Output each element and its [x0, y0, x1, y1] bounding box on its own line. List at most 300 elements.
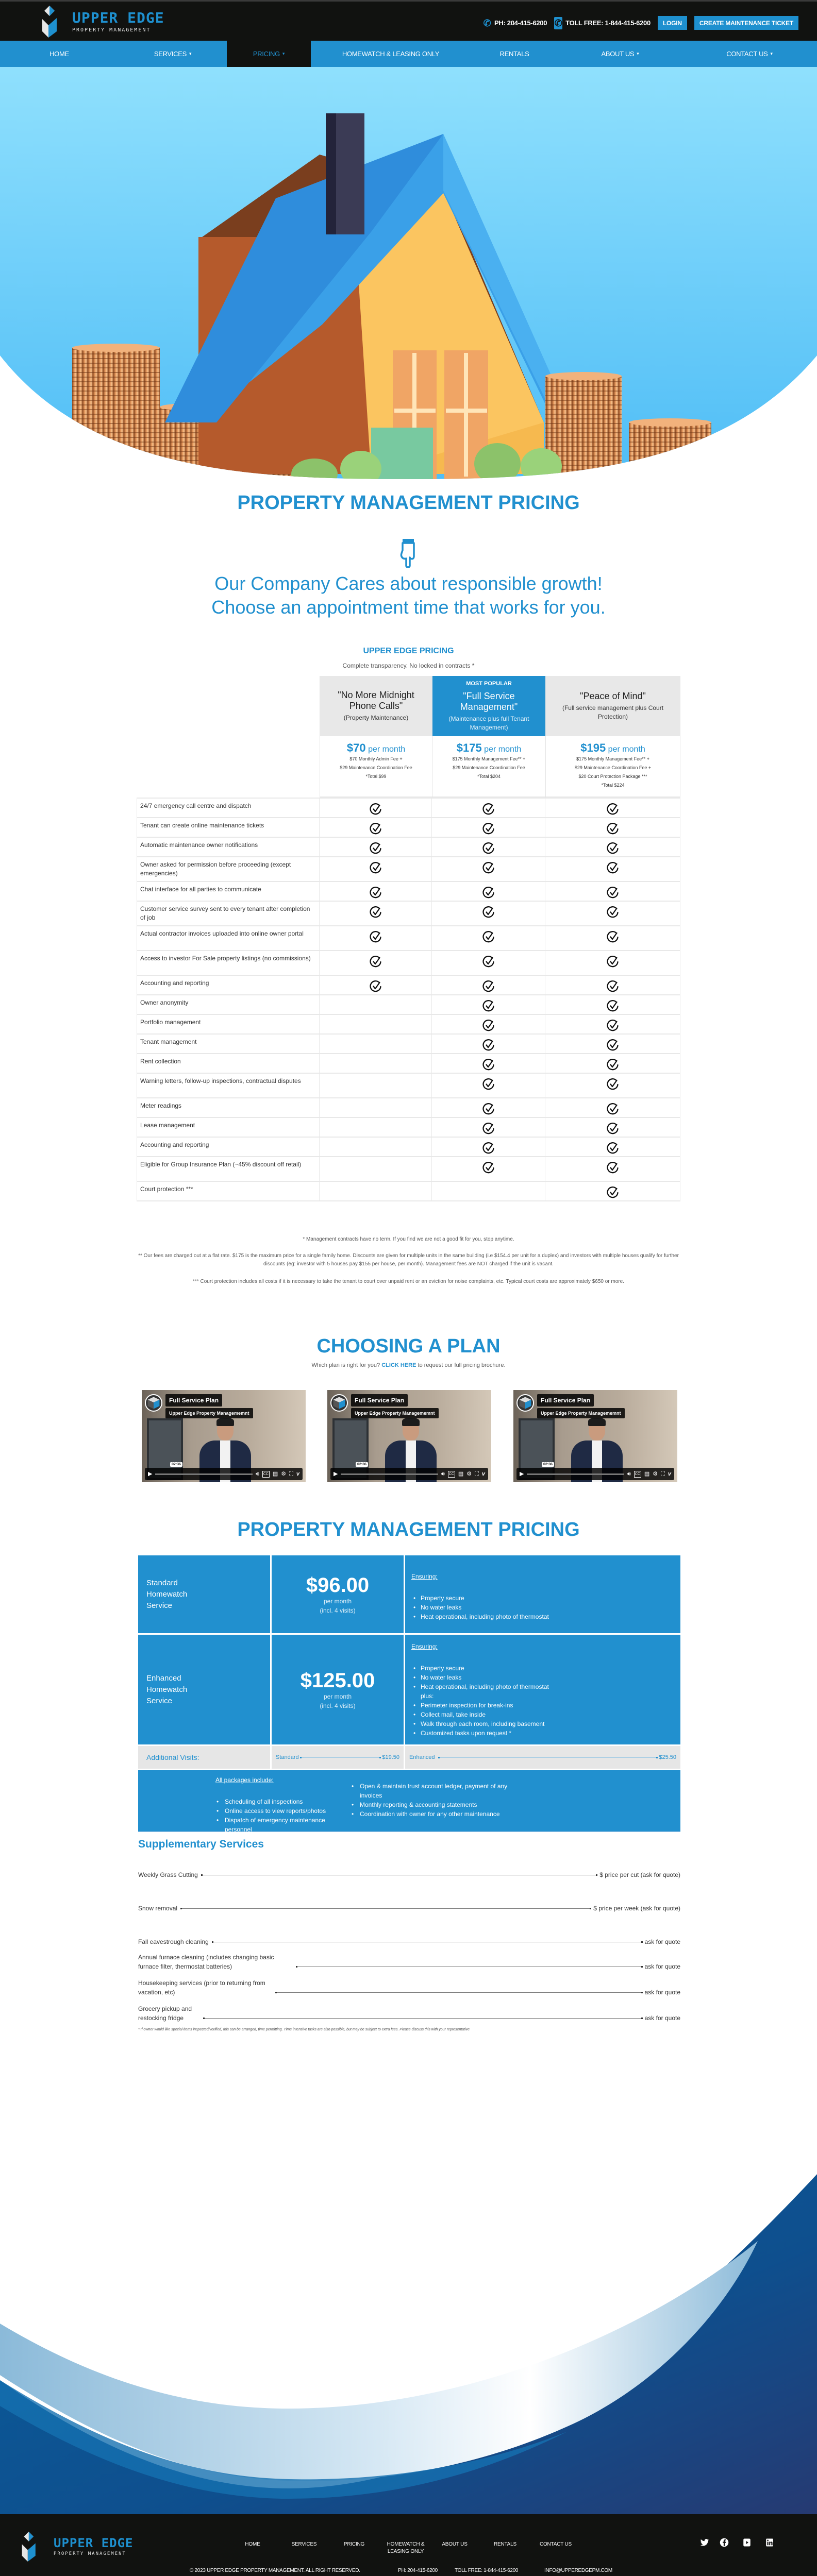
feature-label: Access to investor For Sale property listings (no commissions) — [137, 951, 320, 975]
feature-cell — [545, 1098, 680, 1117]
check-circle-icon — [607, 1122, 619, 1136]
feature-label: Customer service survey sent to every tenant after completion of job — [137, 902, 320, 925]
phone-icon: ✆ — [483, 18, 491, 28]
feature-label: Lease management — [137, 1118, 320, 1137]
footer-nav-pricing[interactable]: PRICING — [343, 2541, 365, 2547]
create-ticket-button[interactable]: CREATE MAINTENANCE TICKET — [694, 16, 798, 30]
nav-rentals[interactable] — [471, 41, 558, 67]
choosing-text-after: to request our full pricing brochure. — [418, 1362, 506, 1368]
standard-label: Standard — [276, 1754, 299, 1760]
feature-label: Chat interface for all parties to communicate — [137, 882, 320, 901]
video-player[interactable] — [142, 1390, 306, 1482]
feature-row — [137, 902, 680, 926]
feature-label: Owner anonymity — [137, 995, 320, 1014]
plan-name-line: Enhanced — [146, 1673, 181, 1683]
feature-row — [137, 1054, 680, 1074]
check-circle-icon — [482, 1142, 495, 1155]
check-circle-icon — [607, 1039, 619, 1052]
package-item: • Dispatch of emergency maintenance personnel — [215, 1816, 351, 1834]
check-circle-icon — [607, 803, 619, 816]
intro-line-1: Our Company Cares about responsible growth! — [214, 573, 603, 594]
check-circle-icon — [482, 1058, 495, 1072]
footnote-1: * Management contracts have no term. If you find we are not a good fit for you, stop anytime. — [303, 1236, 514, 1242]
feature-cell — [432, 1074, 545, 1097]
additional-enhanced — [405, 1746, 680, 1769]
plan-fee-line: $29 Maintenance Coordination Fee — [340, 765, 412, 770]
plan-fee-line: $175 Monthly Management Fee** + — [452, 756, 526, 761]
feature-label: Automatic maintenance owner notifications — [137, 838, 320, 856]
feature-cell — [545, 976, 680, 994]
choosing-text-before: Which plan is right for you? — [311, 1362, 380, 1368]
nav-contact-label: CONTACT US — [726, 50, 768, 58]
plan-fee-line: $29 Maintenance Coordination Fee + — [574, 765, 652, 770]
pricing-subtitle: Complete transparency. No locked in contracts * — [342, 662, 475, 669]
feature-cell — [320, 1054, 432, 1073]
ensuring-item: • Collect mail, take inside — [411, 1710, 680, 1719]
video-title: Full Service Plan — [351, 1394, 408, 1406]
logo-tagline: PROPERTY MANAGEMENT — [54, 2551, 126, 2556]
feature-label: Accounting and reporting — [137, 1138, 320, 1156]
nav-pricing[interactable] — [227, 41, 311, 67]
supplementary-price: ask for quote — [644, 1938, 680, 1945]
feature-cell — [432, 976, 545, 994]
chevron-down-icon: ▾ — [189, 51, 192, 56]
feature-cell — [545, 1182, 680, 1200]
play-icon[interactable]: ▶ — [334, 1470, 338, 1477]
homewatch-table — [138, 1555, 680, 1832]
fullscreen-icon[interactable]: ⛶ — [289, 1470, 293, 1477]
plan-name: "Peace of Mind" — [580, 691, 646, 701]
captions-icon[interactable]: CC — [262, 1471, 270, 1478]
transcript-icon[interactable]: ▤ — [458, 1470, 464, 1477]
check-circle-icon — [607, 1142, 619, 1155]
feature-cell — [432, 1157, 545, 1181]
feature-cell — [432, 882, 545, 901]
check-circle-icon — [482, 955, 495, 969]
feature-label: Tenant management — [137, 1035, 320, 1053]
package-item: • Open & maintain trust account ledger, payment of any invoices — [351, 1782, 521, 1800]
plan-price: $175 — [456, 741, 482, 754]
footer-nav-about[interactable]: ABOUT US — [442, 2541, 468, 2547]
feature-cell — [545, 1074, 680, 1097]
homewatch-row-standard — [138, 1555, 680, 1633]
footer-toll-free[interactable]: TOLL FREE: 1-844-415-6200 — [455, 2568, 519, 2573]
footer-nav-home[interactable]: HOME — [245, 2541, 260, 2547]
feature-cell — [432, 1035, 545, 1053]
plan-fee-line: $70 Monthly Admin Fee + — [349, 756, 403, 761]
video-title: Full Service Plan — [537, 1394, 594, 1406]
feature-cell — [545, 995, 680, 1014]
plan-total: *Total $204 — [477, 774, 501, 779]
feature-cell — [545, 818, 680, 837]
plan-desc: (Maintenance plus full Tenant Management) — [448, 715, 529, 731]
nav-about[interactable] — [558, 41, 682, 67]
feature-label: Eligible for Group Insurance Plan (~45% discount off retail) — [137, 1157, 320, 1181]
nav-home[interactable] — [0, 41, 119, 67]
check-circle-icon — [607, 930, 619, 944]
feature-cell — [320, 902, 432, 925]
facebook-icon[interactable] — [720, 2538, 729, 2548]
feature-cell — [320, 995, 432, 1014]
feature-cell — [432, 995, 545, 1014]
feature-cell — [545, 1157, 680, 1181]
feature-cell — [545, 857, 680, 881]
vimeo-icon[interactable]: v — [481, 1470, 485, 1477]
check-circle-icon — [482, 980, 495, 993]
volume-icon[interactable]: 🔊︎ — [627, 1470, 631, 1477]
channel-logo-icon — [516, 1394, 534, 1412]
plan-column-full-service — [432, 676, 545, 798]
leader-line — [180, 1908, 591, 1909]
footer-nav-contact[interactable]: CONTACT US — [539, 2541, 572, 2547]
supplementary-item — [138, 1937, 680, 1946]
feature-cell — [545, 799, 680, 817]
pointing-hand-down-icon — [397, 539, 418, 568]
toll-free-text: TOLL FREE: 1-844-415-6200 — [565, 19, 651, 27]
choosing-plan-text — [0, 1362, 817, 1368]
intro-line-2: Choose an appointment time that works for you. — [211, 597, 606, 618]
check-circle-icon — [482, 999, 495, 1013]
check-circle-icon — [607, 1103, 619, 1116]
vimeo-icon[interactable]: v — [296, 1470, 299, 1477]
feature-row — [137, 951, 680, 976]
nav-about-label: ABOUT US — [601, 50, 635, 58]
video-progress-bar[interactable] — [155, 1473, 252, 1475]
homewatch-visits: (incl. 4 visits) — [320, 1702, 356, 1709]
feature-label: Meter readings — [137, 1098, 320, 1117]
click-here-link[interactable]: CLICK HERE — [381, 1362, 416, 1368]
supplementary-note: * If owner would like special items inspected/verified, this can be arranged, time permitting. Time intensive tasks are also possible, but may be subject to extra fees. Please discuss this with your representative — [138, 2028, 470, 2031]
supplementary-price: $ price per cut (ask for quote) — [599, 1871, 680, 1878]
supplementary-price: $ price per week (ask for quote) — [593, 1905, 680, 1912]
phone-square-icon: ✆ — [554, 18, 562, 28]
feature-cell — [320, 857, 432, 881]
settings-gear-icon[interactable]: ⚙ — [281, 1470, 287, 1477]
login-button[interactable]: LOGIN — [658, 16, 687, 30]
video-subtitle: Upper Edge Property Managememnt — [165, 1408, 253, 1418]
ensuring-item: • Property secure — [411, 1664, 680, 1673]
captions-icon[interactable]: CC — [634, 1471, 641, 1478]
check-circle-icon — [482, 1078, 495, 1091]
plan-total: *Total $99 — [365, 774, 387, 779]
check-circle-icon — [370, 906, 382, 919]
supplementary-item — [138, 1904, 680, 1913]
homewatch-visits: (incl. 4 visits) — [320, 1606, 356, 1614]
homewatch-title: PROPERTY MANAGEMENT PRICING — [237, 1519, 580, 1540]
feature-cell — [320, 1015, 432, 1033]
toll-free-link[interactable] — [554, 17, 651, 29]
feature-label: Rent collection — [137, 1054, 320, 1073]
plan-price: $70 — [346, 741, 366, 754]
logo-tagline: PROPERTY MANAGEMENT — [72, 27, 151, 33]
phone-link[interactable] — [483, 17, 547, 29]
feature-cell — [545, 882, 680, 901]
feature-cell — [320, 882, 432, 901]
supplementary-price: ask for quote — [644, 1963, 680, 1970]
feature-row — [137, 1157, 680, 1182]
additional-visits-label: Additional Visits: — [138, 1746, 270, 1769]
video-progress-bar[interactable] — [341, 1473, 438, 1475]
feature-cell — [320, 838, 432, 856]
nav-homewatch[interactable] — [311, 41, 471, 67]
plan-header-row — [137, 676, 680, 798]
feature-row — [137, 995, 680, 1015]
additional-visits-row — [138, 1746, 680, 1769]
nav-services[interactable] — [119, 41, 227, 67]
volume-icon[interactable]: 🔊︎ — [255, 1470, 259, 1477]
check-circle-icon — [607, 1161, 619, 1175]
supplementary-label: Annual furnace cleaning (includes changing basic furnace filter, thermostat batteries) — [138, 1954, 274, 1970]
feature-cell — [545, 1054, 680, 1073]
video-controls — [330, 1468, 488, 1480]
ensuring-item: • Property secure — [411, 1594, 680, 1603]
feature-cell — [320, 1138, 432, 1156]
footer-email[interactable]: INFO@UPPEREDGEPM.COM — [544, 2568, 612, 2573]
video-controls — [145, 1468, 303, 1480]
transcript-icon[interactable]: ▤ — [644, 1470, 650, 1477]
feature-cell — [432, 1118, 545, 1137]
homewatch-price: $96.00 — [306, 1573, 370, 1597]
transcript-icon[interactable]: ▤ — [272, 1470, 278, 1477]
homewatch-desc — [405, 1555, 680, 1633]
feature-cell — [320, 976, 432, 994]
fullscreen-icon[interactable]: ⛶ — [661, 1470, 665, 1477]
check-circle-icon — [607, 906, 619, 919]
channel-logo-icon — [330, 1394, 348, 1412]
supplementary-item — [138, 1953, 680, 1971]
check-circle-icon — [482, 1103, 495, 1116]
most-popular-badge: MOST POPULAR — [466, 680, 512, 687]
plan-name: "No More Midnight Phone Calls" — [338, 690, 414, 711]
feature-cell — [432, 857, 545, 881]
all-packages-heading: All packages include: — [215, 1776, 274, 1784]
homewatch-plan-name — [138, 1635, 270, 1744]
volume-icon[interactable]: 🔊︎ — [441, 1470, 445, 1477]
plan-desc: (Full service management plus Court Protection) — [562, 704, 664, 720]
feature-cell — [320, 1074, 432, 1097]
check-circle-icon — [370, 822, 382, 836]
hero-image — [0, 67, 817, 479]
pricing-table — [137, 676, 680, 1201]
plan-fee-line: $20 Court Protection Package *** — [578, 774, 647, 779]
footer-nav-services[interactable]: SERVICES — [291, 2541, 317, 2547]
feature-row — [137, 1118, 680, 1138]
video-subtitle: Upper Edge Property Managememnt — [537, 1408, 625, 1418]
footer-phone[interactable]: PH: 204-415-6200 — [398, 2568, 438, 2573]
check-circle-icon — [607, 999, 619, 1013]
check-circle-icon — [607, 1186, 619, 1199]
supplementary-label: Housekeeping services (prior to returning from vacation, etc) — [138, 1979, 265, 1996]
nav-contact[interactable] — [682, 41, 817, 67]
feature-row — [137, 799, 680, 818]
supplementary-label: Weekly Grass Cutting — [138, 1871, 198, 1878]
check-circle-icon — [482, 930, 495, 944]
feature-cell — [320, 818, 432, 837]
feature-cell — [432, 838, 545, 856]
plan-name-line: Homewatch — [146, 1685, 188, 1694]
ensuring-heading: Ensuring: — [411, 1643, 438, 1650]
check-circle-icon — [482, 1039, 495, 1052]
logo-title: UPPER EDGE — [54, 2536, 134, 2550]
plan-name: "Full Service Management" — [460, 690, 518, 712]
all-packages-list-left — [215, 1797, 351, 1834]
check-circle-icon — [370, 886, 382, 900]
ensuring-heading: Ensuring: — [411, 1573, 438, 1580]
check-circle-icon — [370, 980, 382, 993]
check-circle-icon — [482, 822, 495, 836]
decorative-wave — [0, 2164, 817, 2514]
nav-homewatch-label: HOMEWATCH & LEASING ONLY — [342, 50, 440, 58]
page-title: PROPERTY MANAGEMENT PRICING — [237, 492, 580, 514]
check-circle-icon — [607, 955, 619, 969]
feature-cell — [320, 926, 432, 950]
feature-cell — [545, 902, 680, 925]
feature-row — [137, 857, 680, 882]
feature-label: Portfolio management — [137, 1015, 320, 1033]
feature-row — [137, 1035, 680, 1054]
homewatch-price-cell — [272, 1635, 404, 1744]
check-circle-icon — [482, 886, 495, 900]
plan-per: per month — [608, 745, 645, 754]
feature-label: Court protection *** — [137, 1182, 320, 1200]
nav-rentals-label: RENTALS — [499, 50, 529, 58]
ensuring-item: • Heat operational, including photo of thermostat — [411, 1612, 680, 1621]
chevron-down-icon: ▾ — [770, 51, 773, 56]
ensuring-item: • No water leaks — [411, 1603, 680, 1612]
logo-cube-icon — [42, 6, 68, 38]
feature-cell — [432, 1138, 545, 1156]
footnote-2: ** Our fees are charged out at a flat rate. $175 is the maximum price for a single family home. Discounts are given for multiple units in the same building (i.e $154.4 per unit for a duplex) and investors with multiple houses qualify for further discounts (eg: investor with 5 houses pay $155 per house, per month). Management fees are NOT charged if the unit is vacant. — [138, 1253, 679, 1267]
footer-logo[interactable] — [19, 2532, 134, 2562]
feature-label: Owner asked for permission before proceeding (except emergencies) — [137, 857, 320, 881]
ensuring-item: • Walk through each room, including basement — [411, 1719, 680, 1728]
video-player[interactable] — [513, 1390, 677, 1482]
feature-row — [137, 1015, 680, 1035]
captions-icon[interactable]: CC — [448, 1471, 455, 1478]
supplementary-item — [138, 2004, 680, 2023]
play-icon[interactable]: ▶ — [520, 1470, 524, 1477]
additional-standard — [272, 1746, 404, 1769]
package-item: • Monthly reporting & accounting statements — [351, 1800, 521, 1809]
feature-label: 24/7 emergency call centre and dispatch — [137, 799, 320, 817]
logo-cube-icon — [19, 2532, 49, 2562]
feature-cell — [320, 1035, 432, 1053]
video-controls — [516, 1468, 674, 1480]
youtube-icon[interactable] — [742, 2538, 752, 2548]
video-title: Full Service Plan — [165, 1394, 222, 1406]
feature-cell — [320, 1182, 432, 1200]
check-circle-icon — [607, 1078, 619, 1091]
footer-nav-rentals[interactable]: RENTALS — [494, 2541, 516, 2547]
feature-cell — [545, 951, 680, 975]
feature-row — [137, 1182, 680, 1201]
feature-cell — [545, 1118, 680, 1137]
feature-row — [137, 818, 680, 838]
plan-name-line: Service — [146, 1696, 173, 1705]
channel-logo-icon — [145, 1394, 162, 1412]
plan-column-peace-of-mind — [545, 676, 680, 798]
settings-gear-icon[interactable]: ⚙ — [653, 1470, 658, 1477]
feature-row — [137, 926, 680, 951]
plan-per: per month — [368, 745, 406, 754]
check-circle-icon — [370, 955, 382, 969]
feature-row — [137, 838, 680, 857]
check-circle-icon — [607, 980, 619, 993]
ensuring-item: plus: — [421, 1692, 434, 1700]
plan-fee-line: $175 Monthly Management Fee** + — [576, 756, 649, 761]
fullscreen-icon[interactable]: ⛶ — [475, 1470, 479, 1477]
feature-cell — [545, 1138, 680, 1156]
phone-text: PH: 204-415-6200 — [494, 19, 547, 27]
check-circle-icon — [370, 861, 382, 875]
feature-cell — [320, 1157, 432, 1181]
homewatch-price-cell — [272, 1555, 404, 1633]
all-packages-include — [138, 1770, 680, 1832]
check-circle-icon — [482, 1161, 495, 1175]
plan-total: *Total $224 — [601, 783, 625, 788]
enhanced-price: $25.50 — [659, 1754, 676, 1760]
feature-cell — [432, 1015, 545, 1033]
homewatch-price: $125.00 — [300, 1669, 375, 1692]
footnote-3: *** Court protection includes all costs if it is necessary to take the tenant to court over unpaid rent or an eviction for noise complaints, etc. Typical court costs are approximately $650 or more. — [193, 1279, 624, 1284]
homewatch-per: per month — [323, 1692, 352, 1700]
plan-name-line: Homewatch — [146, 1589, 188, 1599]
feature-cell — [432, 799, 545, 817]
plan-desc: (Property Maintenance) — [343, 714, 409, 721]
feature-cell — [432, 1098, 545, 1117]
settings-gear-icon[interactable]: ⚙ — [466, 1470, 472, 1477]
feature-cell — [545, 926, 680, 950]
feature-cell — [320, 951, 432, 975]
enhanced-label: Enhanced — [409, 1754, 435, 1760]
twitter-icon[interactable] — [700, 2538, 709, 2548]
video-progress-bar[interactable] — [527, 1473, 624, 1475]
check-circle-icon — [370, 842, 382, 855]
feature-rows — [137, 798, 680, 1201]
ensuring-list — [411, 1594, 680, 1621]
check-circle-icon — [482, 906, 495, 919]
check-circle-icon — [482, 1122, 495, 1136]
ensuring-item: • Heat operational, including photo of thermostat — [411, 1682, 680, 1691]
check-circle-icon — [607, 861, 619, 875]
ensuring-item: • No water leaks — [411, 1673, 680, 1682]
chevron-down-icon: ▾ — [282, 51, 285, 56]
logo[interactable] — [42, 6, 164, 38]
footer-nav-homewatch[interactable]: HOMEWATCH & LEASING ONLY — [387, 2541, 425, 2554]
feature-row — [137, 882, 680, 902]
logo-title: UPPER EDGE — [72, 9, 164, 26]
ensuring-list — [411, 1664, 680, 1738]
linkedin-icon[interactable] — [765, 2538, 774, 2548]
check-circle-icon — [607, 822, 619, 836]
check-circle-icon — [370, 803, 382, 816]
feature-row — [137, 1138, 680, 1157]
feature-label: Warning letters, follow-up inspections, contractual disputes — [137, 1074, 320, 1097]
feature-label: Actual contractor invoices uploaded into online owner portal — [137, 926, 320, 950]
video-player[interactable] — [327, 1390, 491, 1482]
homewatch-row-enhanced — [138, 1635, 680, 1744]
package-item: • Online access to view reports/photos — [215, 1806, 351, 1816]
play-icon[interactable]: ▶ — [148, 1470, 153, 1477]
video-duration: 02:36 — [356, 1462, 368, 1467]
supplementary-label: Fall eavestrough cleaning — [138, 1938, 209, 1945]
supplementary-label: Grocery pickup and restocking fridge — [138, 2005, 192, 2022]
feature-cell — [320, 799, 432, 817]
video-subtitle: Upper Edge Property Managememnt — [351, 1408, 439, 1418]
feature-row — [137, 1098, 680, 1118]
homewatch-per: per month — [323, 1597, 352, 1605]
vimeo-icon[interactable]: v — [668, 1470, 671, 1477]
